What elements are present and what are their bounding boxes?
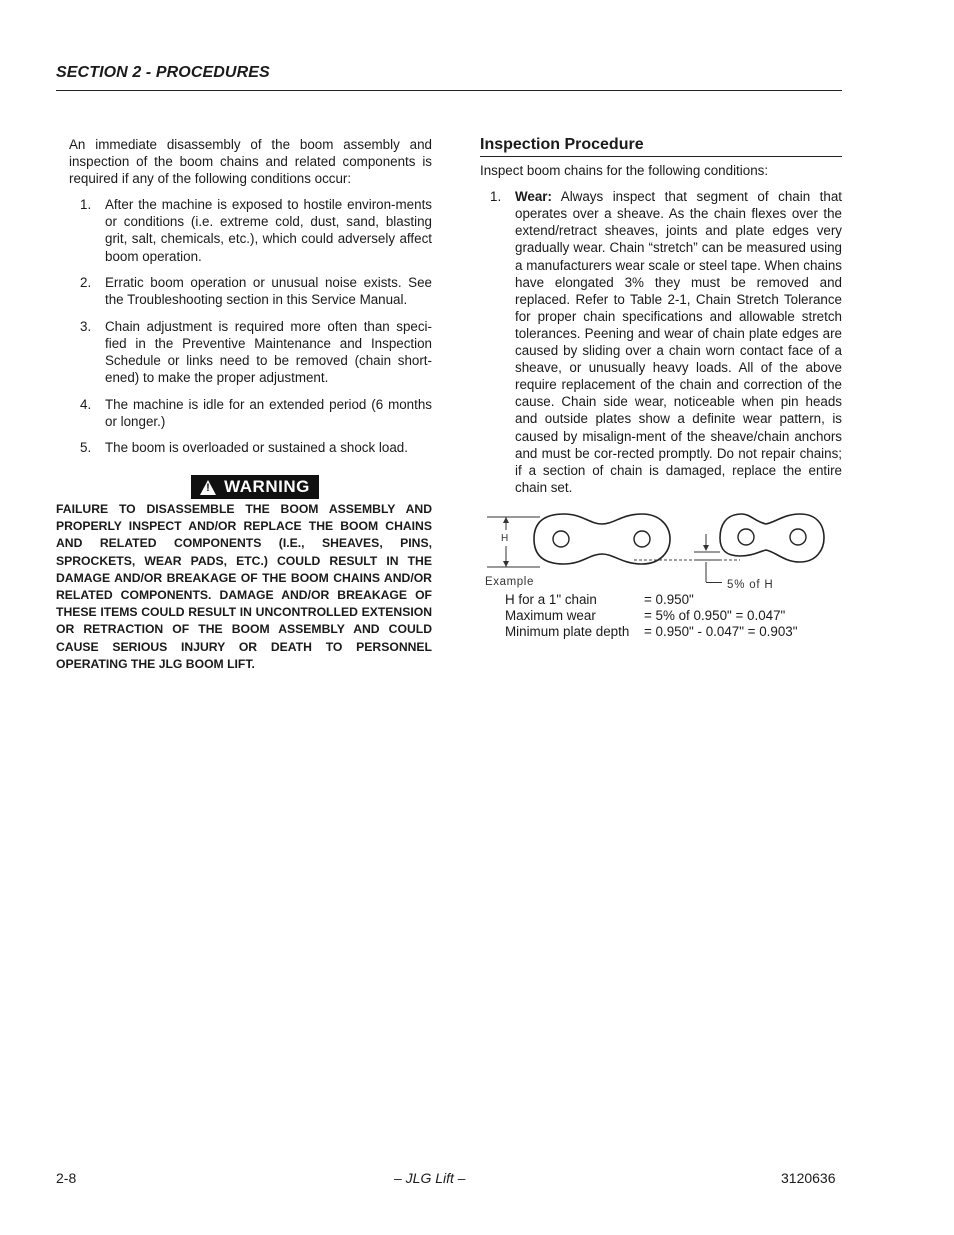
conditions-list: [69, 196, 432, 456]
list-item: 5. The boom is overloaded or sustained a shock load.: [80, 440, 408, 456]
inspection-intro: Inspect boom chains for the following conditions:: [480, 163, 769, 179]
calc-row: Minimum plate depth = 0.950" - 0.047" = 0.903": [505, 624, 798, 640]
left-column: [69, 136, 432, 466]
calc-row: H for a 1" chain = 0.950": [505, 592, 694, 607]
list-item: 4. The machine is idle for an extended period (6 months or longer.): [80, 396, 432, 429]
warning-banner: [191, 475, 319, 499]
page-number: 2-8: [56, 1170, 77, 1186]
wear-term: Wear:: [515, 189, 552, 205]
wear-text: Always inspect that segment of chain that operates over a sheave. As the chain flexes over the extend/retract sheaves, joints and plate edges very gradually wear. Chain “stretch” can be measured using a manufacturers wear scale or steel tape. When chains have elongated 3% they must be removed and replaced. Refer to Table 2-1, Chain Stretch Tolerance for proper chain specifications and allowable stretch tolerances. Peening and wear of chain plate edges are caused by sliding over a chain worn contact face of a sheave, or unusually heavy loads. All of the above require replacement of the chain and correction of the cause. Chain side wear, noticeable when pin heads and outside plates show a definite wear pattern, is caused by misalign-ment of the sheave/chain anchors and must be cor-rected promptly. Do not repair chains; if a section of chain is damaged, replace the entire chain set.: [515, 189, 843, 495]
h-label: H: [501, 533, 509, 544]
list-item: 2. Erratic boom operation or unusual noise exists. See the Troubleshooting section in this Service Manual.: [80, 275, 432, 308]
document-number: 3120636: [781, 1170, 836, 1186]
right-column: [480, 136, 842, 496]
page-header: [56, 64, 842, 91]
list-item: 1. Wear: Always inspect that segment of chain that operates over a sheave. As the chain flexes over the extend/retract sheaves, joints and plate edges very gradually wear. Chain “stretch” can be measured using a manufacturers wear scale or steel tape. When chains have elongated 3% they must be removed and replaced. Refer to Table 2-1, Chain Stretch Tolerance for proper chain specifications and allowable stretch tolerances. Peening and wear of chain plate edges are caused by sliding over a chain worn contact face of a sheave, or unusually heavy loads. All of the above require replacement of the chain and correction of the cause. Chain side wear, noticeable when pin heads and outside plates show a definite wear pattern, is caused by misalign-ment of the sheave/chain anchors and must be cor-rected promptly. Do not repair chains; if a section of chain is damaged, replace the entire chain set.: [490, 189, 843, 495]
calc-row: Maximum wear = 5% of 0.950" = 0.047": [505, 608, 786, 624]
inspection-heading: Inspection Procedure: [480, 136, 842, 157]
example-label: Example: [485, 576, 534, 588]
wear-leader-line: [706, 582, 722, 583]
warning-text: FAILURE TO DISASSEMBLE THE BOOM ASSEMBLY AND PROPERLY INSPECT AND/OR REPLACE THE BOOM CHAINS AND RELATED COMPONENTS (I.E., SHEAVES, PINS, SPROCKETS, WEAR PADS, ETC.) COULD RESULT IN THE DAMAGE AND/OR BREAKAGE OF THE BOOM CHAINS AND/OR RELATED COMPONENTS. DAMAGE AND/OR BREAKAGE OF THESE ITEMS COULD RESULT IN UNCONTROLLED EXTENSION OR RETRACTION OF THE BOOM ASSEMBLY AND COULD CAUSE SERIOUS INJURY OR DEATH TO PERSONNEL OPERATING THE JLG BOOM LIFT.: [56, 502, 432, 671]
wear-label: 5% of H: [727, 579, 774, 591]
section-title: SECTION 2 - PROCEDURES: [56, 64, 270, 81]
list-item: 3. Chain adjustment is required more often than speci-fied in the Preventive Maintenance and Inspection Schedule or links need to be removed (chain short-ened) to make the proper adjustment.: [80, 318, 432, 386]
warning-triangle-icon: !: [200, 480, 216, 495]
warning-label: WARNING: [224, 477, 310, 496]
calculation-table: [505, 592, 798, 641]
chain-wear-diagram: [484, 512, 844, 592]
footer-center: – JLG Lift –: [394, 1170, 466, 1186]
list-item: 1. After the machine is exposed to hostile environ-ments or conditions (i.e. extreme cold, dust, sand, blasting grit, salt, chemicals, etc.), which could adversely affect boom operation.: [80, 197, 432, 264]
intro-paragraph: An immediate disassembly of the boom assembly and inspection of the boom chains and related components is required if any of the following conditions occur:: [69, 137, 432, 187]
